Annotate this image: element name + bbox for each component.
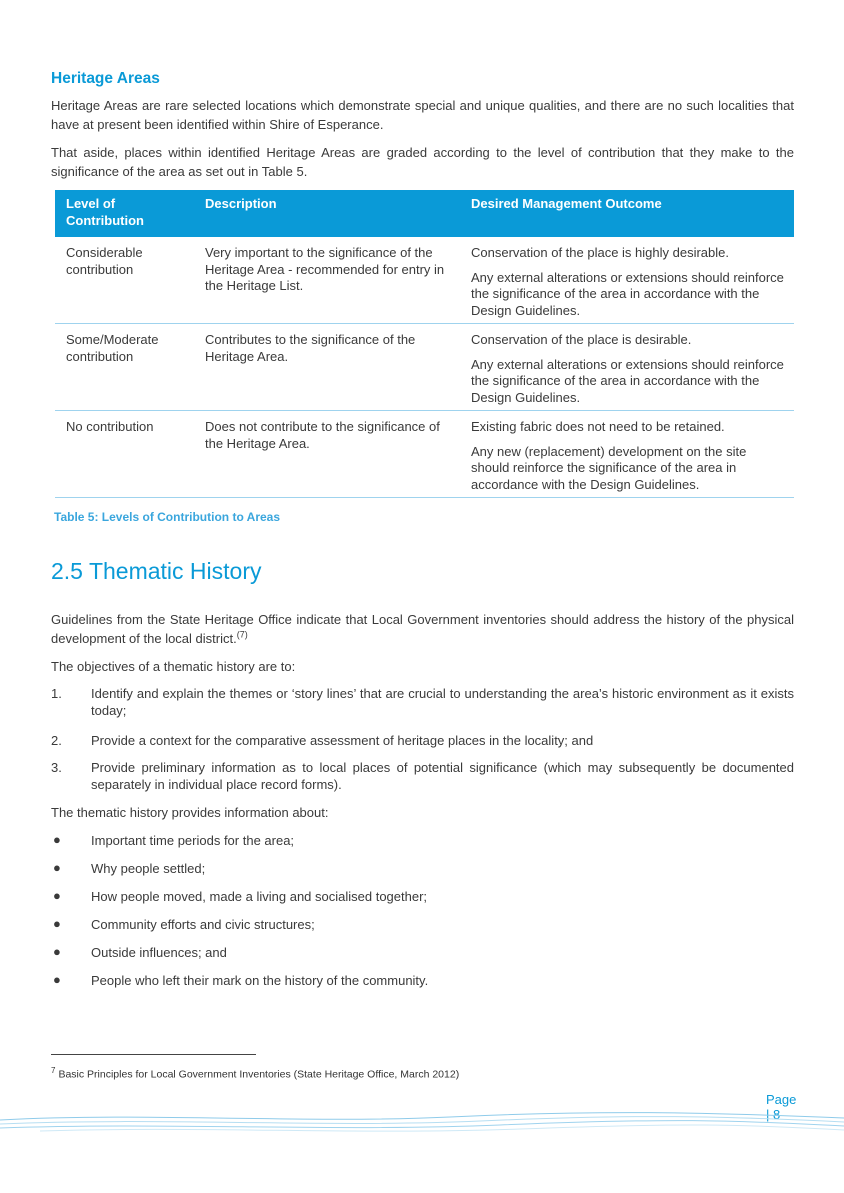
objective-item <box>51 732 794 749</box>
bullet-item <box>51 888 794 905</box>
section-title: 2.5 Thematic History <box>51 558 262 584</box>
footnote-reference: (7) <box>236 629 248 640</box>
bullet-text: How people moved, made a living and socialised together; <box>91 889 428 904</box>
levels-of-contribution-table <box>55 190 794 498</box>
cell-description: Very important to the significance of the Heritage Area - recommended for entry in the Heritage List. <box>194 237 460 324</box>
cell-outcome <box>460 411 794 498</box>
cell-level: Considerable contribution <box>55 237 194 324</box>
table-header-row <box>55 190 794 237</box>
bullet-icon: ● <box>53 860 61 875</box>
objective-item <box>51 685 794 719</box>
footnote-number: 7 <box>51 1066 56 1075</box>
objective-text: Provide preliminary information as to local places of potential significance (which may subsequently be documented separately in individual place record forms). <box>91 760 794 792</box>
header-level: Level of Contribution <box>55 190 194 237</box>
outcome-line: Conservation of the place is highly desirable. <box>471 245 729 260</box>
cell-outcome <box>460 237 794 324</box>
footnote <box>51 1066 459 1081</box>
table-row <box>55 237 794 324</box>
objectives-intro: The objectives of a thematic history are to: <box>51 659 296 674</box>
bullet-item <box>51 832 794 849</box>
outcome-line: Conservation of the place is desirable. <box>471 332 692 347</box>
bullet-item <box>51 944 794 961</box>
bullet-icon: ● <box>53 944 61 959</box>
objective-item <box>51 759 794 793</box>
table-caption: Table 5: Levels of Contribution to Areas <box>54 510 281 524</box>
cell-level: Some/Moderate contribution <box>55 324 194 411</box>
objective-number: 2. <box>51 733 62 748</box>
thematic-intro-text: Guidelines from the State Heritage Office indicate that Local Government inventories should address the history of the physical development of the local district. <box>51 612 794 646</box>
heritage-areas-paragraph-2: That aside, places within identified Heritage Areas are graded according to the level of contribution that they make to the significance of the area as set out in Table 5. <box>51 145 794 179</box>
cell-description: Does not contribute to the significance of the Heritage Area. <box>194 411 460 498</box>
table-row <box>55 411 794 498</box>
header-outcome: Desired Management Outcome <box>460 190 794 237</box>
bullet-icon: ● <box>53 888 61 903</box>
bullet-text: Community efforts and civic structures; <box>91 917 315 932</box>
cell-description: Contributes to the significance of the Heritage Area. <box>194 324 460 411</box>
objective-number: 1. <box>51 686 62 701</box>
bullet-icon: ● <box>53 972 61 987</box>
table-row <box>55 324 794 411</box>
bullet-item <box>51 916 794 933</box>
bullet-text: People who left their mark on the history of the community. <box>91 973 429 988</box>
footer-wave-decoration <box>0 1108 844 1138</box>
heritage-areas-heading: Heritage Areas <box>51 70 160 87</box>
bullet-item <box>51 972 794 989</box>
page-number: Page | 8 <box>766 1092 797 1122</box>
bullet-icon: ● <box>53 832 61 847</box>
outcome-line: Any external alterations or extensions should reinforce the significance of the area in accordance with the Design Guidelines. <box>471 356 784 405</box>
bullet-text: Why people settled; <box>91 861 206 876</box>
bullet-text: Outside influences; and <box>91 945 227 960</box>
footnote-text: Basic Principles for Local Government Inventories (State Heritage Office, March 2012) <box>58 1068 460 1081</box>
cell-level: No contribution <box>55 411 194 498</box>
objective-number: 3. <box>51 760 62 775</box>
thematic-intro <box>51 610 794 648</box>
objective-text: Identify and explain the themes or ‘story lines’ that are crucial to understanding the area’s historic environment as it exists today; <box>91 686 794 718</box>
header-description: Description <box>194 190 460 237</box>
bullet-item <box>51 860 794 877</box>
footnote-divider <box>51 1054 256 1055</box>
outcome-line: Any new (replacement) development on the site should reinforce the significance of the area in accordance with the Design Guidelines. <box>471 443 747 492</box>
bullet-icon: ● <box>53 916 61 931</box>
info-intro: The thematic history provides information about: <box>51 805 329 820</box>
heritage-areas-paragraph-1: Heritage Areas are rare selected locations which demonstrate special and unique qualities, and there are no such localities that have at present been identified within Shire of Esperance. <box>51 98 794 132</box>
bullet-text: Important time periods for the area; <box>91 833 295 848</box>
outcome-line: Existing fabric does not need to be retained. <box>471 419 725 434</box>
outcome-line: Any external alterations or extensions should reinforce the significance of the area in accordance with the Design Guidelines. <box>471 269 784 318</box>
objective-text: Provide a context for the comparative assessment of heritage places in the locality; and <box>91 733 594 748</box>
cell-outcome <box>460 324 794 411</box>
